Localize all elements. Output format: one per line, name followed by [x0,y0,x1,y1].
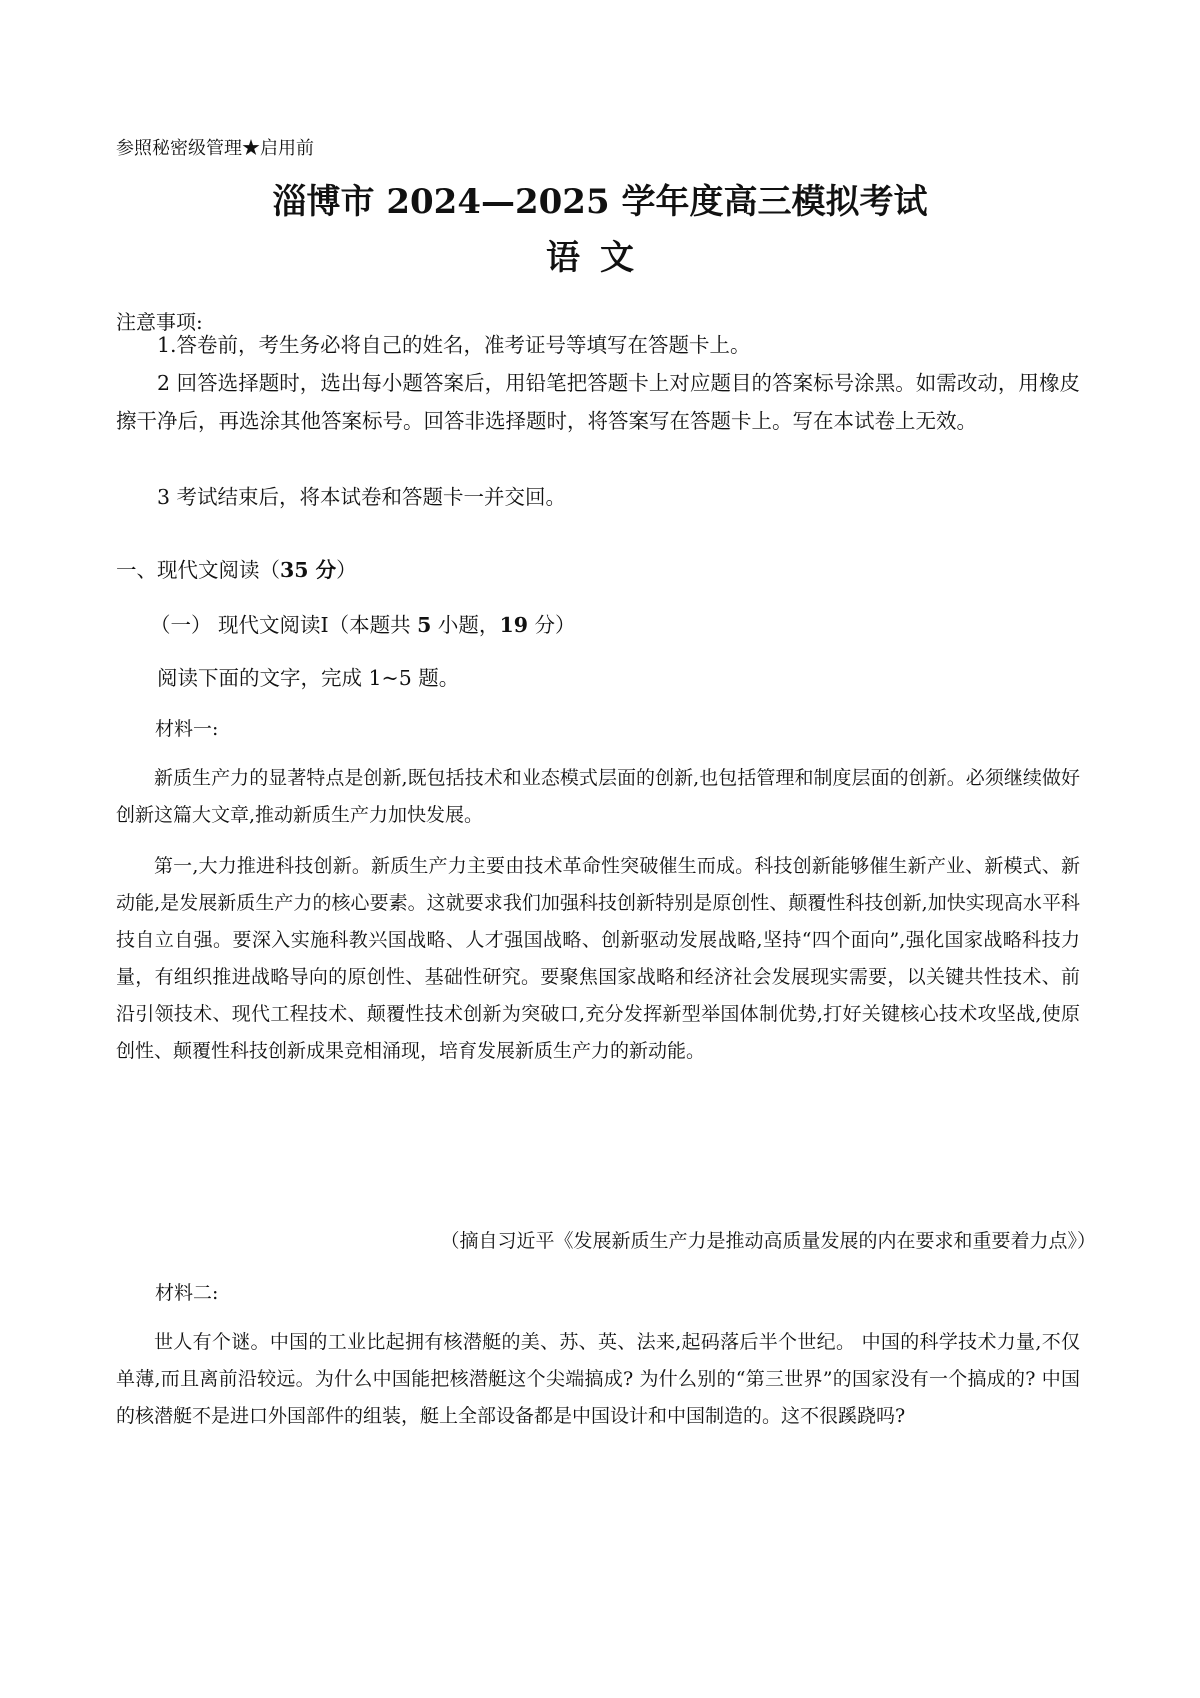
subsection-heading [150,608,576,638]
subject-title: 语文 [546,238,654,278]
subsection-mid: 小题， [431,613,500,637]
notice-item-3: 3 考试结束后，将本试卷和答题卡一并交回。 [157,485,567,509]
notice-item-1: 1.答卷前，考生务必将自己的姓名，准考证号等填写在答题卡上。 [157,333,751,357]
section-label: 一、现代文阅读（ [116,558,280,582]
subsection-count: 5 [417,613,432,637]
secrecy-label: 参照秘密级管理★启用前 [116,138,314,159]
material-two-paragraph-1: 世人有个谜。中国的工业比起拥有核潜艇的美、苏、英、法来,起码落后半个世纪。 中国的科学技术力量,不仅单薄,而且离前沿较远。为什么中国能把核潜艇这个尖端搞成? 为什么别的“第三世界”的国家没有一个搞成的? 中国的核潜艇不是进口外国部件的组装，艇上全部设备都是中国设计和中国制造的。这不很蹊跷吗? [116,1331,1080,1427]
material-one-label: 材料一: [155,718,219,740]
reading-instruction: 阅读下面的文字，完成 1~5 题。 [157,666,460,690]
material-one-source: （摘自习近平《发展新质生产力是推动高质量发展的内在要求和重要着力点》） [440,1230,1096,1252]
subsection-tail: 分） [527,613,576,637]
section-close: ） [336,558,357,582]
section-heading [116,553,357,583]
exam-title: 淄博市 2024—2025 学年度高三模拟考试 [272,182,928,222]
notice-item-2: 2 回答选择题时，选出每小题答案后，用铅笔把答题卡上对应题目的答案标号涂黑。如需改动，用橡皮擦干净后，再选涂其他答案标号。回答非选择题时，将答案写在答题卡上。写在本试卷上无效。 [116,371,1080,433]
section-score: 35 分 [280,558,337,582]
material-one-paragraph-1: 新质生产力的显著特点是创新,既包括技术和业态模式层面的创新,也包括管理和制度层面的创新。必须继续做好创新这篇大文章,推动新质生产力加快发展。 [116,767,1080,826]
notice-heading: 注意事项: [116,310,203,334]
material-two-label: 材料二: [155,1282,219,1304]
material-one-paragraph-2: 第一,大力推进科技创新。新质生产力主要由技术革命性突破催生而成。科技创新能够催生新产业、新模式、新动能,是发展新质生产力的核心要素。这就要求我们加强科技创新特别是原创性、颠覆性科技创新,加快实现高水平科技自立自强。要深入实施科教兴国战略、人才强国战略、创新驱动发展战略,坚持“四个面向”,强化国家战略科技力量，有组织推进战略导向的原创性、基础性研究。要聚焦国家战略和经济社会发展现实需要，以关键共性技术、前沿引领技术、现代工程技术、颠覆性技术创新为突破口,充分发挥新型举国体制优势,打好关键核心技术攻坚战,使原创性、颠覆性科技创新成果竞相涌现，培育发展新质生产力的新动能。 [116,855,1080,1062]
subsection-score: 19 [499,613,528,637]
subsection-label: （一） 现代文阅读Ⅰ（本题共 [150,613,418,637]
